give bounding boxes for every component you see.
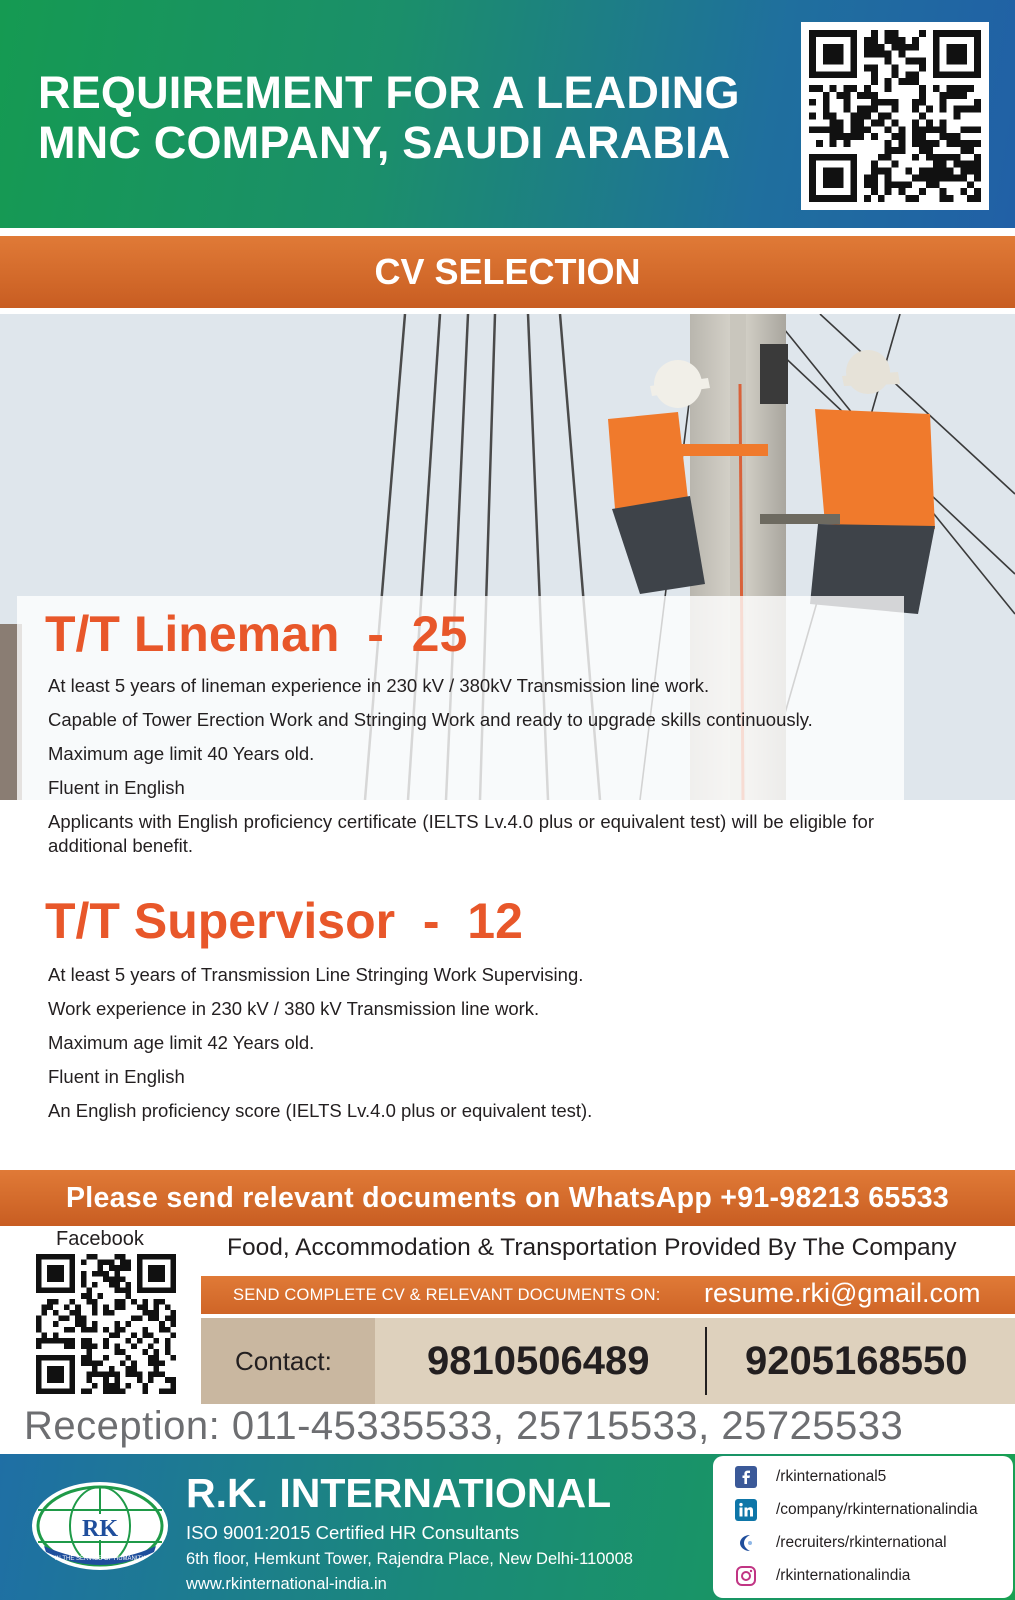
title-line-2: MNC COMPANY, SAUDI ARABIA <box>38 117 731 168</box>
supervisor-requirement: An English proficiency score (IELTS Lv.4.0 plus or equivalent test). <box>48 1100 593 1121</box>
supervisor-requirement: Work experience in 230 kV / 380 kV Transmission line work. <box>48 998 540 1019</box>
company-address: 6th floor, Hemkunt Tower, Rajendra Place, New Delhi-110008 <box>186 1550 633 1568</box>
facebook-label: Facebook <box>56 1228 144 1250</box>
contact-label-box <box>201 1318 375 1404</box>
linkedin-icon <box>735 1499 757 1521</box>
logo-text: RK <box>82 1516 118 1542</box>
phone-divider <box>705 1327 707 1395</box>
qr-code-top <box>801 22 989 210</box>
supervisor-requirement: At least 5 years of Transmission Line Stringing Work Supervising. <box>48 964 584 985</box>
lineman-requirement: Maximum age limit 40 Years old. <box>48 743 315 764</box>
facebook-icon <box>735 1466 757 1488</box>
job-title-supervisor: T/T Supervisor - 12 <box>45 893 523 949</box>
instagram-icon <box>735 1565 757 1587</box>
title-line-1: REQUIREMENT FOR A LEADING <box>38 67 740 118</box>
social-handle: /rkinternational5 <box>776 1468 887 1485</box>
recruiters-icon <box>735 1532 757 1554</box>
lineman-requirement: Fluent in English <box>48 777 185 798</box>
phone-number-1[interactable]: 9810506489 <box>427 1339 650 1383</box>
job-title-lineman: T/T Lineman - 25 <box>45 606 468 662</box>
social-recruiters[interactable] <box>713 1528 1013 1558</box>
lineman-requirement: Capable of Tower Erection Work and Stringing Work and ready to upgrade skills continuously. <box>48 709 813 730</box>
iso-certification: ISO 9001:2015 Certified HR Consultants <box>186 1522 520 1543</box>
lineman-requirement: Applicants with English proficiency certificate (IELTS Lv.4.0 plus or equivalent test) will be eligible for additional benefit. <box>48 811 874 856</box>
email-link[interactable]: resume.rki@gmail.com <box>704 1278 981 1308</box>
header-banner <box>0 0 1015 228</box>
social-handle: /company/rkinternationalindia <box>776 1501 978 1518</box>
reception-numbers: Reception: 011-45335533, 25715533, 25725533 <box>24 1404 904 1448</box>
send-cv-label: SEND COMPLETE CV & RELEVANT DOCUMENTS ON: <box>233 1286 661 1304</box>
company-logo <box>30 1480 170 1572</box>
social-links-box <box>713 1456 1013 1598</box>
phone-number-2[interactable]: 9205168550 <box>745 1339 968 1383</box>
social-handle: /recruiters/rkinternational <box>776 1534 947 1551</box>
cv-selection-banner: CV SELECTION <box>0 236 1015 308</box>
social-linkedin[interactable] <box>713 1495 1013 1525</box>
contact-label: Contact: <box>235 1346 332 1376</box>
social-instagram[interactable] <box>713 1561 1013 1591</box>
logo-tagline: IN THE SERVICE OF HUMANITY <box>54 1556 146 1562</box>
supervisor-requirement: Maximum age limit 42 Years old. <box>48 1032 315 1053</box>
supervisor-requirement: Fluent in English <box>48 1066 185 1087</box>
footer <box>0 1454 1015 1600</box>
page-title <box>38 68 778 168</box>
social-facebook[interactable] <box>713 1462 1013 1492</box>
social-handle: /rkinternationalindia <box>776 1567 911 1584</box>
benefits-text: Food, Accommodation & Transportation Provided By The Company <box>227 1234 957 1261</box>
whatsapp-banner[interactable]: Please send relevant documents on WhatsApp +91-98213 65533 <box>0 1170 1015 1226</box>
contact-box <box>201 1318 1015 1404</box>
qr-code-facebook <box>36 1254 176 1394</box>
company-name: R.K. INTERNATIONAL <box>186 1470 612 1516</box>
website-link[interactable]: www.rkinternational-india.in <box>186 1575 387 1593</box>
send-cv-bar <box>201 1276 1015 1314</box>
lineman-requirement: At least 5 years of lineman experience in 230 kV / 380kV Transmission line work. <box>48 675 710 696</box>
